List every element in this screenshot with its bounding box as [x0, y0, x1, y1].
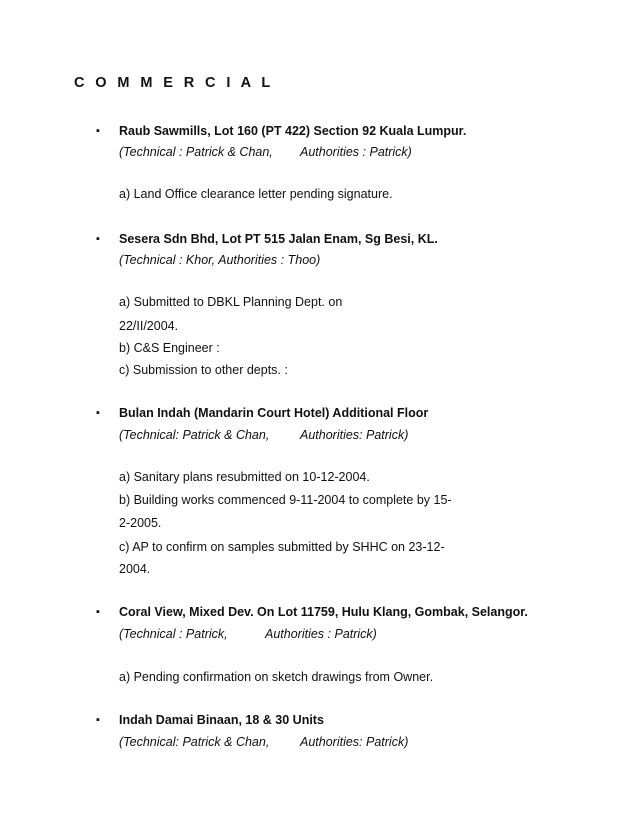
- project-staff: [119, 252, 320, 268]
- bullet-icon: ▪: [96, 714, 100, 726]
- project-note: 22/II/2004.: [119, 319, 179, 333]
- section-heading: C O M M E R C I A L: [74, 75, 274, 91]
- project-title: Indah Damai Binaan, 18 & 30 Units: [119, 713, 324, 727]
- project-title: Sesera Sdn Bhd, Lot PT 515 Jalan Enam, Sg Besi, KL.: [119, 232, 438, 246]
- project-staff: [119, 734, 409, 750]
- project-staff: [119, 427, 409, 443]
- technical-text: (Technical: Patrick & Chan,: [119, 428, 270, 442]
- technical-text: (Technical: Patrick & Chan,: [119, 735, 270, 749]
- technical-text: (Technical : Patrick & Chan,: [119, 145, 273, 159]
- authorities-text: Authorities : Patrick): [265, 627, 377, 641]
- bullet-icon: ▪: [96, 233, 100, 245]
- project-note: c) AP to confirm on samples submitted by SHHC on 23-12-: [119, 540, 445, 554]
- bullet-icon: ▪: [96, 125, 100, 137]
- technical-text: (Technical : Khor, Authorities : Thoo): [119, 253, 321, 267]
- project-staff: [119, 626, 377, 642]
- project-title: Raub Sawmills, Lot 160 (PT 422) Section 92 Kuala Lumpur.: [119, 124, 467, 138]
- project-note: 2-2005.: [119, 516, 162, 530]
- project-note: a) Pending confirmation on sketch drawings from Owner.: [119, 670, 434, 684]
- project-note: b) Building works commenced 9-11-2004 to complete by 15-: [119, 493, 452, 507]
- project-staff: [119, 144, 412, 160]
- authorities-text: Authorities: Patrick): [300, 735, 409, 749]
- project-note: a) Submitted to DBKL Planning Dept. on: [119, 295, 343, 309]
- project-note: a) Land Office clearance letter pending signature.: [119, 187, 393, 201]
- project-note: a) Sanitary plans resubmitted on 10-12-2004.: [119, 470, 370, 484]
- authorities-text: Authorities : Patrick): [300, 145, 412, 159]
- authorities-text: Authorities: Patrick): [300, 428, 409, 442]
- project-note: b) C&S Engineer :: [119, 341, 220, 355]
- bullet-icon: ▪: [96, 407, 100, 419]
- project-note: c) Submission to other depts. :: [119, 363, 288, 377]
- project-title: Bulan Indah (Mandarin Court Hotel) Additional Floor: [119, 406, 429, 420]
- technical-text: (Technical : Patrick,: [119, 627, 228, 641]
- project-title: Coral View, Mixed Dev. On Lot 11759, Hulu Klang, Gombak, Selangor.: [119, 605, 528, 619]
- bullet-icon: ▪: [96, 606, 100, 618]
- project-note: 2004.: [119, 562, 151, 576]
